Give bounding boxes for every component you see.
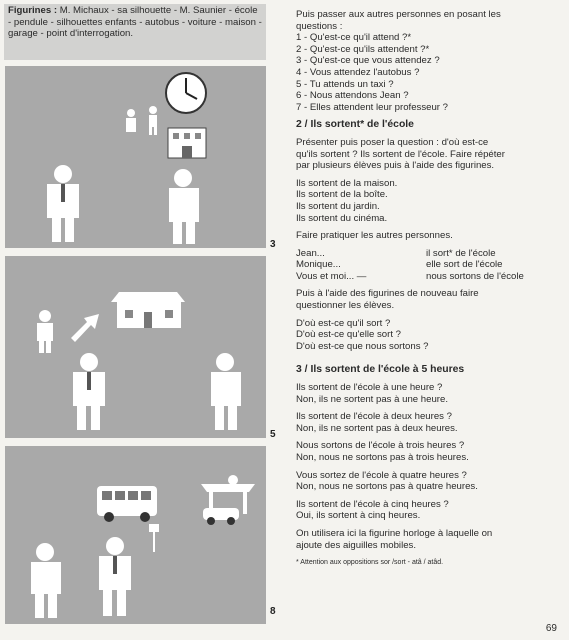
section-2-para-1: qu'ils sortent ? Ils sortent de l'école. Faire répéter xyxy=(296,148,505,160)
answer-line: Ils sortent de la boîte. xyxy=(296,189,388,201)
section-2-para-1: Présenter puis poser la question : d'où est-ce xyxy=(296,136,489,148)
question-list xyxy=(296,32,554,113)
man-silhouette-michaux xyxy=(73,353,105,430)
list-item: 1 - Qu'est-ce qu'il attend ?* xyxy=(296,32,412,44)
section-3-note: ajoute des aiguilles mobiles. xyxy=(296,539,416,551)
panel-number-2: 5 xyxy=(270,429,276,440)
subject-cell: Jean... xyxy=(296,247,325,259)
question-line: D'où est-ce que nous sortons ? xyxy=(296,340,429,352)
list-item: 4 - Vous attendez l'autobus ? xyxy=(296,66,420,78)
intro-line-2: questions : xyxy=(296,20,343,32)
answer-line: Non, ils ne sortent pas à deux heures. xyxy=(296,422,458,434)
section-2-para-2: questionner les élèves. xyxy=(296,300,395,312)
question-line: D'où est-ce qu'il sort ? xyxy=(296,317,391,329)
answer-line: Non, nous ne sortons pas à quatre heures. xyxy=(296,481,478,493)
man-silhouette-saunier xyxy=(169,169,199,244)
clock-icon xyxy=(166,73,206,113)
man-silhouette-michaux xyxy=(47,165,79,242)
conjugation-row xyxy=(296,248,554,260)
panel-number-3: 8 xyxy=(270,606,276,617)
intro-line-1: Puis passer aux autres personnes en posant les xyxy=(296,9,501,20)
verb-cell: elle sort de l'école xyxy=(426,259,503,271)
illustration-panel-2 xyxy=(5,256,266,438)
section-3-note: On utilisera ici la figurine horloge à laquelle on xyxy=(296,527,493,539)
answer-line: Ils sortent du jardin. xyxy=(296,200,380,212)
children-silhouettes xyxy=(126,106,157,135)
section-2-para-2: Puis à l'aide des figurines de nouveau faire xyxy=(296,288,479,300)
question-line: Ils sortent de l'école à deux heures ? xyxy=(296,411,452,423)
house-icon xyxy=(111,292,185,328)
illustration-panel-3 xyxy=(5,446,266,624)
section-3-heading: 3 / Ils sortent de l'école à 5 heures xyxy=(296,364,465,376)
page-number: 69 xyxy=(545,623,557,634)
answer-line: Ils sortent de la maison. xyxy=(296,177,398,189)
question-line: Ils sortent de l'école à cinq heures ? xyxy=(296,498,449,510)
list-item: 6 - Nous attendons Jean ? xyxy=(296,90,409,102)
answer-line: Ils sortent du cinéma. xyxy=(296,212,388,224)
conjugation-row xyxy=(296,259,554,271)
bus-stop-sign-icon xyxy=(149,524,159,552)
answer-line: Non, ils ne sortent pas à une heure. xyxy=(296,393,448,405)
figurines-text: M. Michaux - sa silhouette - M. Saunier - école - pendule - silhouettes enfants - autobus - voiture - maison - garage - point d'interrogation. xyxy=(8,5,262,40)
list-item: 5 - Tu attends un taxi ? xyxy=(296,78,394,90)
question-line: D'où est-ce qu'elle sort ? xyxy=(296,329,401,341)
figurines-box xyxy=(4,4,266,60)
practice-instruction: Faire pratiquer les autres personnes. xyxy=(296,230,453,242)
question-line: Nous sortons de l'école à trois heures ? xyxy=(296,440,465,452)
conjugation-row xyxy=(296,271,554,283)
answer-line: Non, nous ne sortons pas à trois heures. xyxy=(296,452,469,463)
figurines-label: Figurines : xyxy=(8,5,58,16)
list-item: 3 - Qu'est-ce que vous attendez ? xyxy=(296,55,440,67)
illustration-panel-1 xyxy=(5,66,266,248)
verb-cell: il sort* de l'école xyxy=(426,247,496,259)
subject-cell: Monique... xyxy=(296,259,341,271)
car-icon xyxy=(203,508,239,525)
section-2-heading: 2 / Ils sortent* de l'école xyxy=(296,119,414,131)
question-line: Vous sortez de l'école à quatre heures ? xyxy=(296,469,467,481)
list-item: 7 - Elles attendent leur professeur ? xyxy=(296,101,448,113)
man-silhouette-saunier xyxy=(31,543,61,618)
small-man-silhouette xyxy=(37,310,53,353)
answer-line: Oui, ils sortent à cinq heures. xyxy=(296,510,421,522)
section-2-para-1: par plusieurs élèves puis à l'aide des figurines. xyxy=(296,160,495,172)
school-icon xyxy=(168,128,206,158)
panel-number-1: 3 xyxy=(270,239,276,250)
man-silhouette-saunier xyxy=(211,353,241,430)
man-silhouette-michaux xyxy=(99,537,131,616)
list-item: 2 - Qu'est-ce qu'ils attendent ?* xyxy=(296,43,430,55)
arrow-icon xyxy=(71,314,99,342)
bus-icon xyxy=(97,486,157,522)
question-line: Ils sortent de l'école à une heure ? xyxy=(296,382,443,394)
subject-cell: Vous et moi... — xyxy=(296,270,367,282)
lesson-text-column xyxy=(296,9,554,569)
footnote: * Attention aux oppositions sor /sort - atâ / atâd. xyxy=(296,559,444,567)
verb-cell: nous sortons de l'école xyxy=(426,270,524,282)
